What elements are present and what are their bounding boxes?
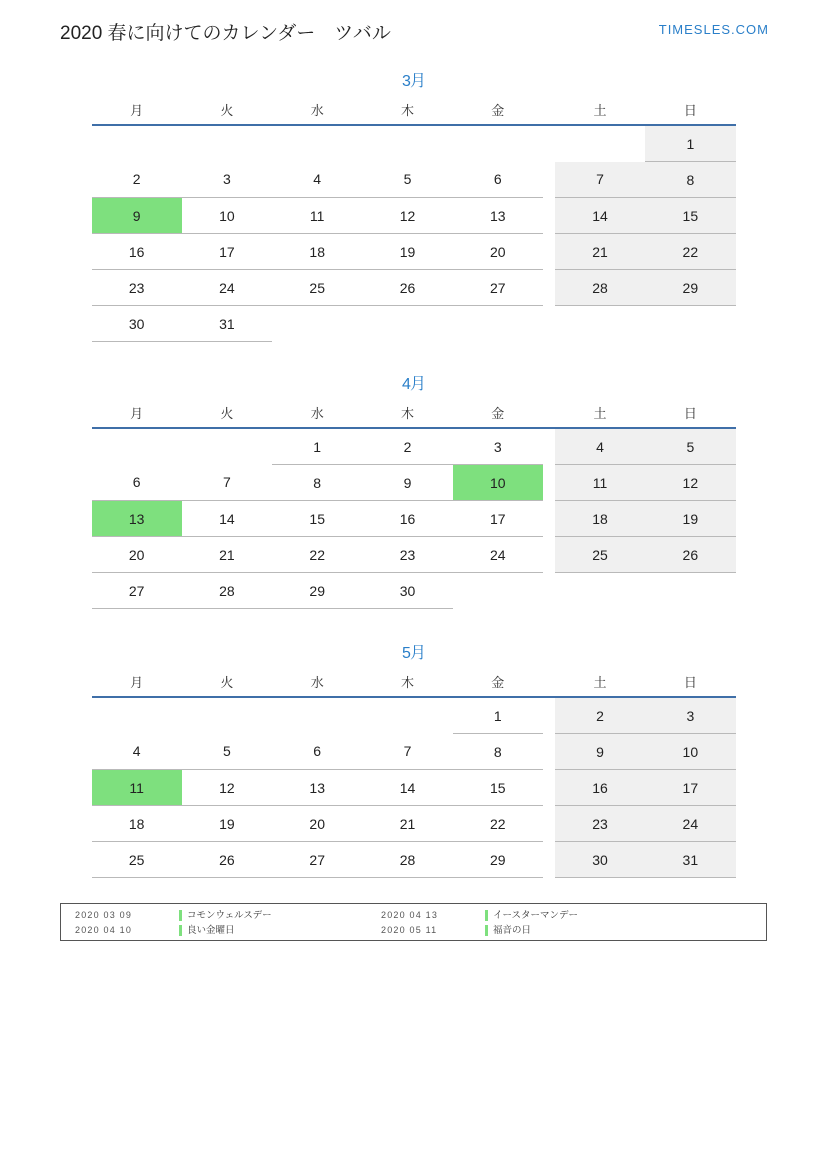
day-cell: 29 (453, 842, 543, 878)
weekday-header-火: 火 (182, 666, 272, 697)
day-cell: 14 (362, 770, 452, 806)
weekday-header-土: 土 (555, 94, 645, 125)
month-grid (92, 397, 736, 609)
weekday-header-月: 月 (92, 94, 182, 125)
week-separator (543, 125, 555, 162)
weekday-header-日: 日 (645, 94, 735, 125)
day-cell-empty (453, 573, 543, 609)
month-block-may (60, 642, 767, 878)
day-cell: 28 (555, 270, 645, 306)
day-cell: 9 (555, 734, 645, 770)
weekday-header-月: 月 (92, 397, 182, 428)
day-cell: 24 (182, 270, 272, 306)
legend-date: 2020 04 10 (75, 925, 133, 935)
month-grid (92, 94, 736, 342)
day-cell: 9 (92, 198, 182, 234)
day-cell-empty (92, 697, 182, 734)
day-cell: 19 (645, 501, 735, 537)
month-title: 3月 (402, 73, 425, 90)
weekday-header-日: 日 (645, 666, 735, 697)
day-cell: 6 (92, 465, 182, 501)
week-row (92, 234, 736, 270)
day-cell: 17 (453, 501, 543, 537)
day-cell-empty (645, 306, 735, 342)
day-cell: 1 (453, 697, 543, 734)
day-cell-empty (92, 428, 182, 465)
weekday-header-土: 土 (555, 666, 645, 697)
day-cell: 17 (645, 770, 735, 806)
day-cell: 8 (272, 465, 362, 501)
day-cell: 23 (555, 806, 645, 842)
day-cell: 24 (645, 806, 735, 842)
month-grid (92, 666, 736, 878)
weekday-header-木: 木 (362, 666, 452, 697)
day-cell: 15 (645, 198, 735, 234)
day-cell: 18 (92, 806, 182, 842)
week-separator (543, 270, 555, 306)
day-cell-empty (645, 573, 735, 609)
day-cell: 7 (362, 734, 452, 770)
day-cell: 4 (92, 734, 182, 770)
month-block-april (60, 373, 767, 609)
day-cell: 11 (272, 198, 362, 234)
week-row (92, 465, 736, 501)
day-cell: 28 (362, 842, 452, 878)
weekday-header-日: 日 (645, 397, 735, 428)
day-cell: 8 (453, 734, 543, 770)
legend-entry (367, 923, 673, 938)
day-cell: 16 (362, 501, 452, 537)
day-cell: 7 (182, 465, 272, 501)
day-cell: 12 (362, 198, 452, 234)
month-body (92, 428, 736, 609)
week-separator (543, 306, 555, 342)
month-body (92, 125, 736, 342)
day-cell: 3 (182, 162, 272, 198)
legend-color-swatch (485, 925, 488, 936)
day-cell: 20 (272, 806, 362, 842)
day-cell: 10 (182, 198, 272, 234)
day-cell: 15 (453, 770, 543, 806)
week-row (92, 770, 736, 806)
legend-color-swatch (485, 910, 488, 921)
day-cell: 4 (272, 162, 362, 198)
day-cell: 2 (92, 162, 182, 198)
weekday-separator (543, 94, 555, 125)
weekday-separator (543, 666, 555, 697)
week-separator (543, 697, 555, 734)
day-cell: 31 (182, 306, 272, 342)
month-block-march (60, 70, 767, 342)
day-cell: 23 (362, 537, 452, 573)
week-row (92, 198, 736, 234)
weekday-header-金: 金 (453, 94, 543, 125)
weekday-header-row (92, 397, 736, 428)
day-cell: 21 (182, 537, 272, 573)
week-separator (543, 162, 555, 198)
day-cell: 20 (453, 234, 543, 270)
weekday-header-火: 火 (182, 94, 272, 125)
week-separator (543, 573, 555, 609)
day-cell: 21 (555, 234, 645, 270)
day-cell-empty (92, 125, 182, 162)
day-cell: 25 (272, 270, 362, 306)
day-cell-empty (272, 125, 362, 162)
day-cell: 2 (555, 697, 645, 734)
day-cell: 4 (555, 428, 645, 465)
legend-date: 2020 05 11 (381, 925, 438, 935)
day-cell: 12 (645, 465, 735, 501)
day-cell: 30 (92, 306, 182, 342)
holiday-legend (60, 903, 767, 941)
week-row (92, 842, 736, 878)
day-cell: 11 (92, 770, 182, 806)
day-cell: 25 (555, 537, 645, 573)
weekday-header-row (92, 94, 736, 125)
day-cell: 1 (645, 125, 735, 162)
day-cell: 30 (362, 573, 452, 609)
day-cell-empty (182, 428, 272, 465)
day-cell: 2 (362, 428, 452, 465)
weekday-header-土: 土 (555, 397, 645, 428)
day-cell-empty (555, 125, 645, 162)
weekday-header-row (92, 666, 736, 697)
month-body (92, 697, 736, 878)
day-cell: 5 (645, 428, 735, 465)
legend-holiday-name: 福音の日 (493, 925, 532, 936)
site-brand: TIMESLES.COM (658, 22, 769, 37)
day-cell: 15 (272, 501, 362, 537)
day-cell: 5 (182, 734, 272, 770)
day-cell: 26 (362, 270, 452, 306)
weekday-header-金: 金 (453, 666, 543, 697)
month-title: 4月 (402, 376, 425, 393)
legend-color-swatch (179, 910, 182, 921)
day-cell: 6 (453, 162, 543, 198)
day-cell: 1 (272, 428, 362, 465)
day-cell: 29 (272, 573, 362, 609)
legend-row (61, 923, 766, 938)
day-cell: 12 (182, 770, 272, 806)
week-separator (543, 198, 555, 234)
day-cell: 10 (453, 465, 543, 501)
weekday-header-月: 月 (92, 666, 182, 697)
legend-holiday-name: コモンウェルスデー (187, 910, 272, 921)
weekday-header-水: 水 (272, 666, 362, 697)
week-row (92, 125, 736, 162)
day-cell: 26 (645, 537, 735, 573)
week-row (92, 270, 736, 306)
weekday-header-金: 金 (453, 397, 543, 428)
day-cell: 17 (182, 234, 272, 270)
day-cell: 9 (362, 465, 452, 501)
day-cell: 27 (453, 270, 543, 306)
week-row (92, 734, 736, 770)
day-cell-empty (182, 125, 272, 162)
day-cell: 3 (645, 697, 735, 734)
day-cell: 5 (362, 162, 452, 198)
legend-color-swatch (179, 925, 182, 936)
week-row (92, 428, 736, 465)
legend-entry (61, 923, 367, 938)
day-cell: 18 (272, 234, 362, 270)
day-cell: 19 (362, 234, 452, 270)
day-cell: 30 (555, 842, 645, 878)
weekday-header-木: 木 (362, 397, 452, 428)
day-cell-empty (182, 697, 272, 734)
weekday-separator (543, 397, 555, 428)
day-cell-empty (453, 125, 543, 162)
legend-holiday-name: イースターマンデー (493, 910, 579, 921)
week-row (92, 573, 736, 609)
day-cell: 7 (555, 162, 645, 198)
day-cell: 27 (272, 842, 362, 878)
day-cell: 22 (453, 806, 543, 842)
page-title: 2020 春に向けてのカレンダー ツバル (60, 23, 391, 44)
weekday-header-水: 水 (272, 94, 362, 125)
day-cell: 24 (453, 537, 543, 573)
day-cell: 22 (645, 234, 735, 270)
day-cell-empty (272, 697, 362, 734)
day-cell: 11 (555, 465, 645, 501)
week-separator (543, 501, 555, 537)
day-cell: 13 (453, 198, 543, 234)
weekday-header-火: 火 (182, 397, 272, 428)
day-cell: 10 (645, 734, 735, 770)
day-cell: 26 (182, 842, 272, 878)
legend-row (61, 908, 766, 923)
week-row (92, 501, 736, 537)
page-header (60, 18, 769, 48)
day-cell: 23 (92, 270, 182, 306)
day-cell: 3 (453, 428, 543, 465)
week-row (92, 697, 736, 734)
day-cell-empty (453, 306, 543, 342)
day-cell: 19 (182, 806, 272, 842)
day-cell: 18 (555, 501, 645, 537)
day-cell-empty (272, 306, 362, 342)
day-cell: 8 (645, 162, 735, 198)
month-title: 5月 (402, 645, 425, 662)
week-separator (543, 842, 555, 878)
legend-entry (367, 908, 673, 923)
legend-date: 2020 03 09 (75, 910, 133, 920)
day-cell-empty (362, 306, 452, 342)
week-separator (543, 428, 555, 465)
day-cell: 16 (555, 770, 645, 806)
week-separator (543, 465, 555, 501)
day-cell: 14 (182, 501, 272, 537)
weekday-header-木: 木 (362, 94, 452, 125)
week-separator (543, 806, 555, 842)
legend-entry (61, 908, 367, 923)
week-separator (543, 770, 555, 806)
day-cell: 27 (92, 573, 182, 609)
day-cell: 13 (272, 770, 362, 806)
day-cell-empty (555, 306, 645, 342)
day-cell: 6 (272, 734, 362, 770)
day-cell: 28 (182, 573, 272, 609)
day-cell: 16 (92, 234, 182, 270)
day-cell: 22 (272, 537, 362, 573)
week-row (92, 162, 736, 198)
week-row (92, 806, 736, 842)
weekday-header-水: 水 (272, 397, 362, 428)
week-separator (543, 234, 555, 270)
day-cell-empty (555, 573, 645, 609)
week-row (92, 306, 736, 342)
legend-holiday-name: 良い金曜日 (187, 925, 235, 936)
day-cell-empty (362, 125, 452, 162)
day-cell: 25 (92, 842, 182, 878)
day-cell: 13 (92, 501, 182, 537)
week-separator (543, 734, 555, 770)
day-cell: 20 (92, 537, 182, 573)
day-cell: 29 (645, 270, 735, 306)
week-row (92, 537, 736, 573)
day-cell: 21 (362, 806, 452, 842)
day-cell-empty (362, 697, 452, 734)
day-cell: 31 (645, 842, 735, 878)
week-separator (543, 537, 555, 573)
legend-date: 2020 04 13 (381, 910, 439, 920)
day-cell: 14 (555, 198, 645, 234)
